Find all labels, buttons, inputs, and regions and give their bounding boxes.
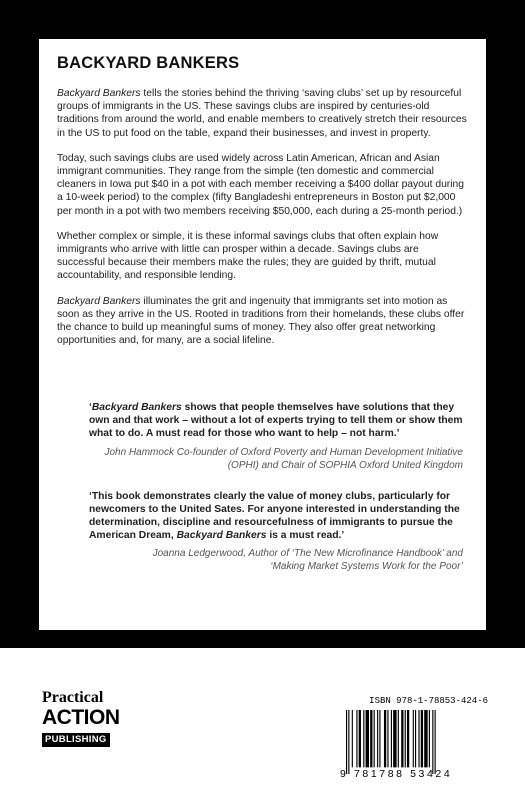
isbn-block (340, 696, 488, 786)
attribution-line: Joanna Ledgerwood, Author of ‘The New Microfinance Handbook’ and (152, 548, 463, 560)
publisher-logo-line3: PUBLISHING (42, 733, 110, 747)
quote-attribution (89, 547, 473, 573)
quote-body-end: is a must read.’ (266, 530, 345, 542)
endorsement-1 (89, 401, 473, 472)
paragraph-1 (57, 87, 469, 140)
publisher-logo-line1: Practical (42, 689, 104, 706)
quote-attribution: John Hammock Co-founder of Oxford Poverty and Human Development Initiative (OPHI) and Chair of SOPHIA Oxford United Kingdom (104, 446, 463, 471)
book-title: BACKYARD BANKERS (57, 54, 240, 72)
quote-text (89, 490, 473, 543)
blurb (57, 53, 469, 359)
barcode-icon (344, 710, 484, 774)
open-quote: ‘ (89, 402, 92, 413)
book-title-inline: Backyard Bankers (57, 88, 141, 99)
quote-book-title: Backyard Bankers (176, 530, 267, 542)
bottom-band (0, 648, 525, 800)
quote-body: shows that people themselves have solutions that they own and that work – without a lot of experts trying to tell them or show them what to do. A must read for those who want to help – not harm.’ (89, 402, 463, 440)
isbn-label: ISBN 978-1-78853-424-6 (369, 696, 488, 706)
barcode-digits: 9 781788 53424 (340, 768, 453, 780)
paragraph-2: Today, such savings clubs are used widely across Latin American, African and Asian immigrant communities. They range from the simple (ten domestic and commercial cleaners in Iowa put $40 in a pot with each member receiving a $400 dollar payout during a 10-week period) to the complex (fifty Bangladeshi entrepreneurs in Boston put $2,000 per month in a pot with two members receiving $50,000, each during a 25-month period.) (57, 152, 464, 217)
publisher-logo-line2: ACTION (42, 706, 120, 729)
attribution-line: ‘Making Market Systems Work for the Poor’ (270, 561, 463, 573)
book-title-inline: Backyard Bankers (57, 295, 141, 307)
back-cover-panel (39, 39, 486, 630)
publisher-logo (42, 690, 118, 747)
endorsement-2 (89, 490, 473, 574)
quote-body: ‘This book demonstrates clearly the value of money clubs, particularly for newcomers to the United Sates. For anyone interested in understanding the determination, discipline and resourcefulness of immigrants to pursue the American Dream, (89, 490, 460, 542)
endorsements (89, 401, 473, 573)
paragraph-text: illuminates the grit and ingenuity that immigrants set into motion as soon as they arrive in the US. Rooted in traditions from their homelands, these clubs offer the chance to build up meaningful sums of money. They also offer great networking opportunities and, for many, are a social lifeline. (57, 295, 465, 347)
paragraph-4 (57, 295, 469, 348)
quote-text (89, 401, 473, 441)
quote-book-title: Backyard Bankers (91, 402, 182, 413)
paragraph-3: Whether complex or simple, it is these informal savings clubs that often explain how immigrants who arrive with little can prosper within a decade. Savings clubs are successful because their members make the rules; they are guided by thrift, mutual accountability, and responsible lending. (57, 230, 439, 282)
paragraph-text: tells the stories behind the thriving ‘saving clubs’ set up by resourceful groups of immigrants in the US. These savings clubs are inspired by centuries-old traditions from around the world, and enable members to creatively stretch their resources in the US to put food on the table, expand their businesses, and invest in property. (57, 88, 467, 139)
